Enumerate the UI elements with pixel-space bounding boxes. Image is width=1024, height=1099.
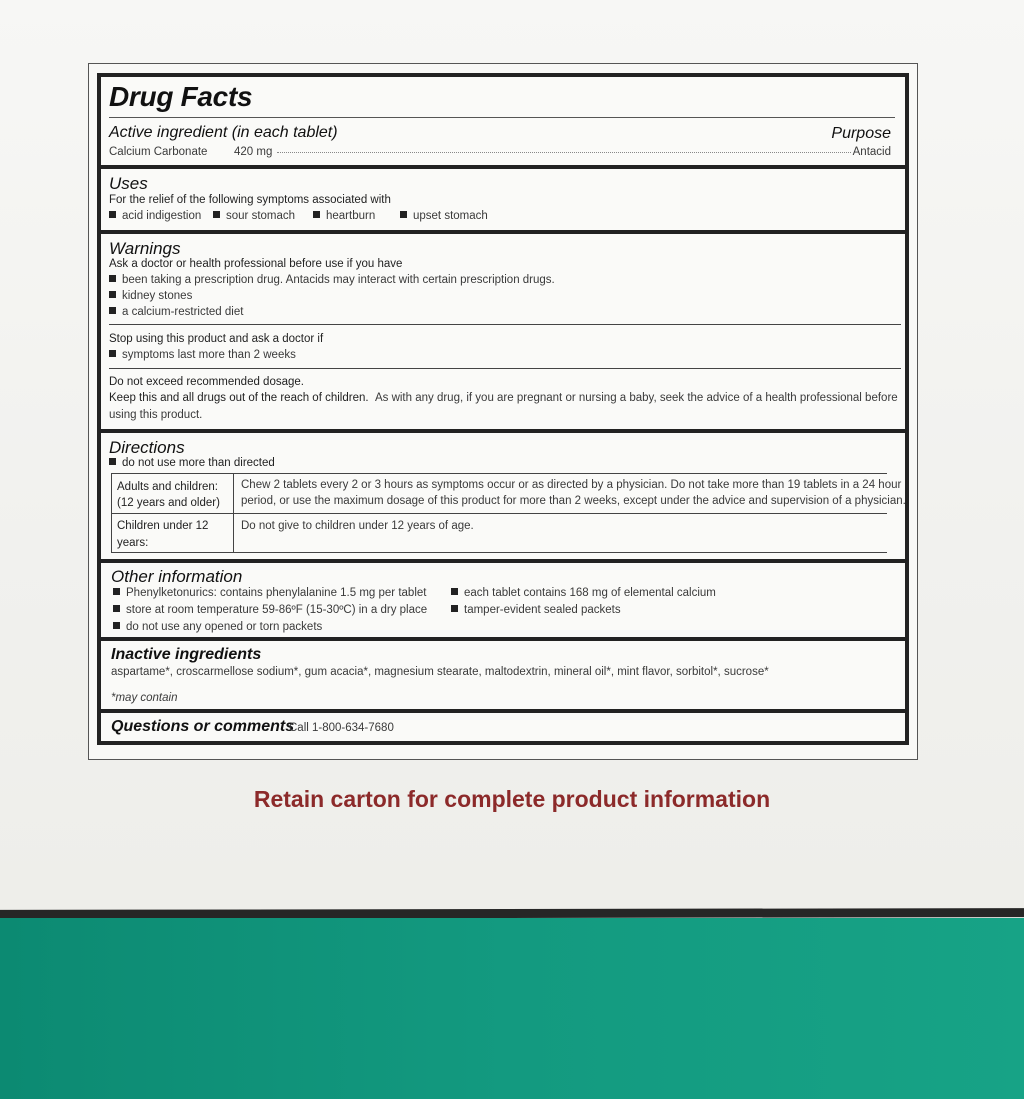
teal-carton-band	[0, 918, 1024, 1099]
other-info-heading: Other information	[111, 567, 243, 586]
uses-item: acid indigestion	[109, 210, 201, 222]
purpose-heading: Purpose	[831, 125, 891, 142]
inactive-list: aspartame*, croscarmellose sodium*, gum acacia*, magnesium stearate, maltodextrin, mineral oil*, mint flavor, sorbitol*, sucrose*	[111, 666, 769, 678]
leader-dots	[277, 152, 851, 153]
other-info-item: each tablet contains 168 mg of elemental calcium	[451, 587, 716, 599]
drug-facts-title: Drug Facts	[109, 81, 253, 112]
ingredient-amount: 420 mg	[234, 146, 273, 158]
dir-what-line1: Chew 2 tablets every 2 or 3 hours as symptoms occur or as directed by a physician. Do not take more than 19 tablets in a 24 hour	[241, 479, 902, 491]
section-bar	[101, 559, 905, 563]
keep-away-text-cont: using this product.	[109, 409, 203, 421]
warning-item: been taking a prescription drug. Antacids may interact with certain prescription drugs.	[109, 274, 555, 286]
table-row-rule	[111, 513, 887, 514]
dir-who-line1: Children under 12	[117, 520, 209, 532]
dir-what-line1: Do not give to children under 12 years of age.	[241, 520, 474, 532]
dir-who-line2: (12 years and older)	[117, 497, 220, 509]
warnings-divider	[109, 324, 901, 325]
ask-doctor-text: Ask a doctor or health professional before use if you have	[109, 258, 403, 270]
warnings-divider	[109, 368, 901, 369]
section-bar	[101, 709, 905, 713]
inactive-heading: Inactive ingredients	[111, 646, 262, 663]
questions-phone: Call 1-800-634-7680	[289, 722, 394, 734]
inactive-note: *may contain	[111, 692, 178, 704]
other-info-item: tamper-evident sealed packets	[451, 604, 621, 616]
warning-item: kidney stones	[109, 290, 192, 302]
ingredient-name: Calcium Carbonate	[109, 146, 208, 158]
directions-heading: Directions	[109, 438, 185, 457]
uses-heading: Uses	[109, 174, 148, 193]
title-divider	[109, 117, 895, 118]
purpose-text: Antacid	[852, 146, 891, 158]
directions-note: do not use more than directed	[109, 457, 275, 469]
stop-using-text: Stop using this product and ask a doctor if	[109, 333, 324, 345]
section-bar	[101, 429, 905, 433]
warnings-heading: Warnings	[109, 239, 181, 258]
dir-what-line2: period, or use the maximum dosage of this product for more than 2 weeks, except under the advice and supervision of a physician.	[241, 495, 906, 507]
uses-intro: For the relief of the following symptoms associated with	[109, 194, 391, 206]
section-bar	[101, 165, 905, 169]
dir-who-line2: years:	[117, 537, 149, 549]
table-bottom-rule	[111, 552, 887, 553]
dosage-text: Do not exceed recommended dosage.	[109, 376, 304, 388]
other-info-item: Phenylketonurics: contains phenylalanine 1.5 mg per tablet	[113, 587, 426, 599]
active-ingredient-heading: Active ingredient (in each tablet)	[109, 124, 338, 141]
drug-facts-panel	[97, 73, 909, 745]
table-top-rule	[111, 473, 887, 474]
uses-item: upset stomach	[400, 210, 488, 222]
warning-item: a calcium-restricted diet	[109, 306, 243, 318]
uses-item: heartburn	[313, 210, 375, 222]
dir-who-line1: Adults and children:	[117, 481, 219, 493]
stop-item: symptoms last more than 2 weeks	[109, 349, 296, 361]
retain-carton-notice: Retain carton for complete product information	[253, 786, 771, 812]
other-info-item: do not use any opened or torn packets	[113, 621, 322, 633]
other-info-item: store at room temperature 59-86ºF (15-30ºC) in a dry place	[113, 604, 427, 616]
keep-away-text: Keep this and all drugs out of the reach of children. As with any drug, if you are pregnant or nursing a baby, seek the advice of a health professional before	[109, 392, 898, 404]
questions-heading: Questions or comments	[111, 718, 295, 735]
section-bar	[101, 637, 905, 641]
uses-item: sour stomach	[213, 210, 295, 222]
section-bar	[101, 230, 905, 234]
